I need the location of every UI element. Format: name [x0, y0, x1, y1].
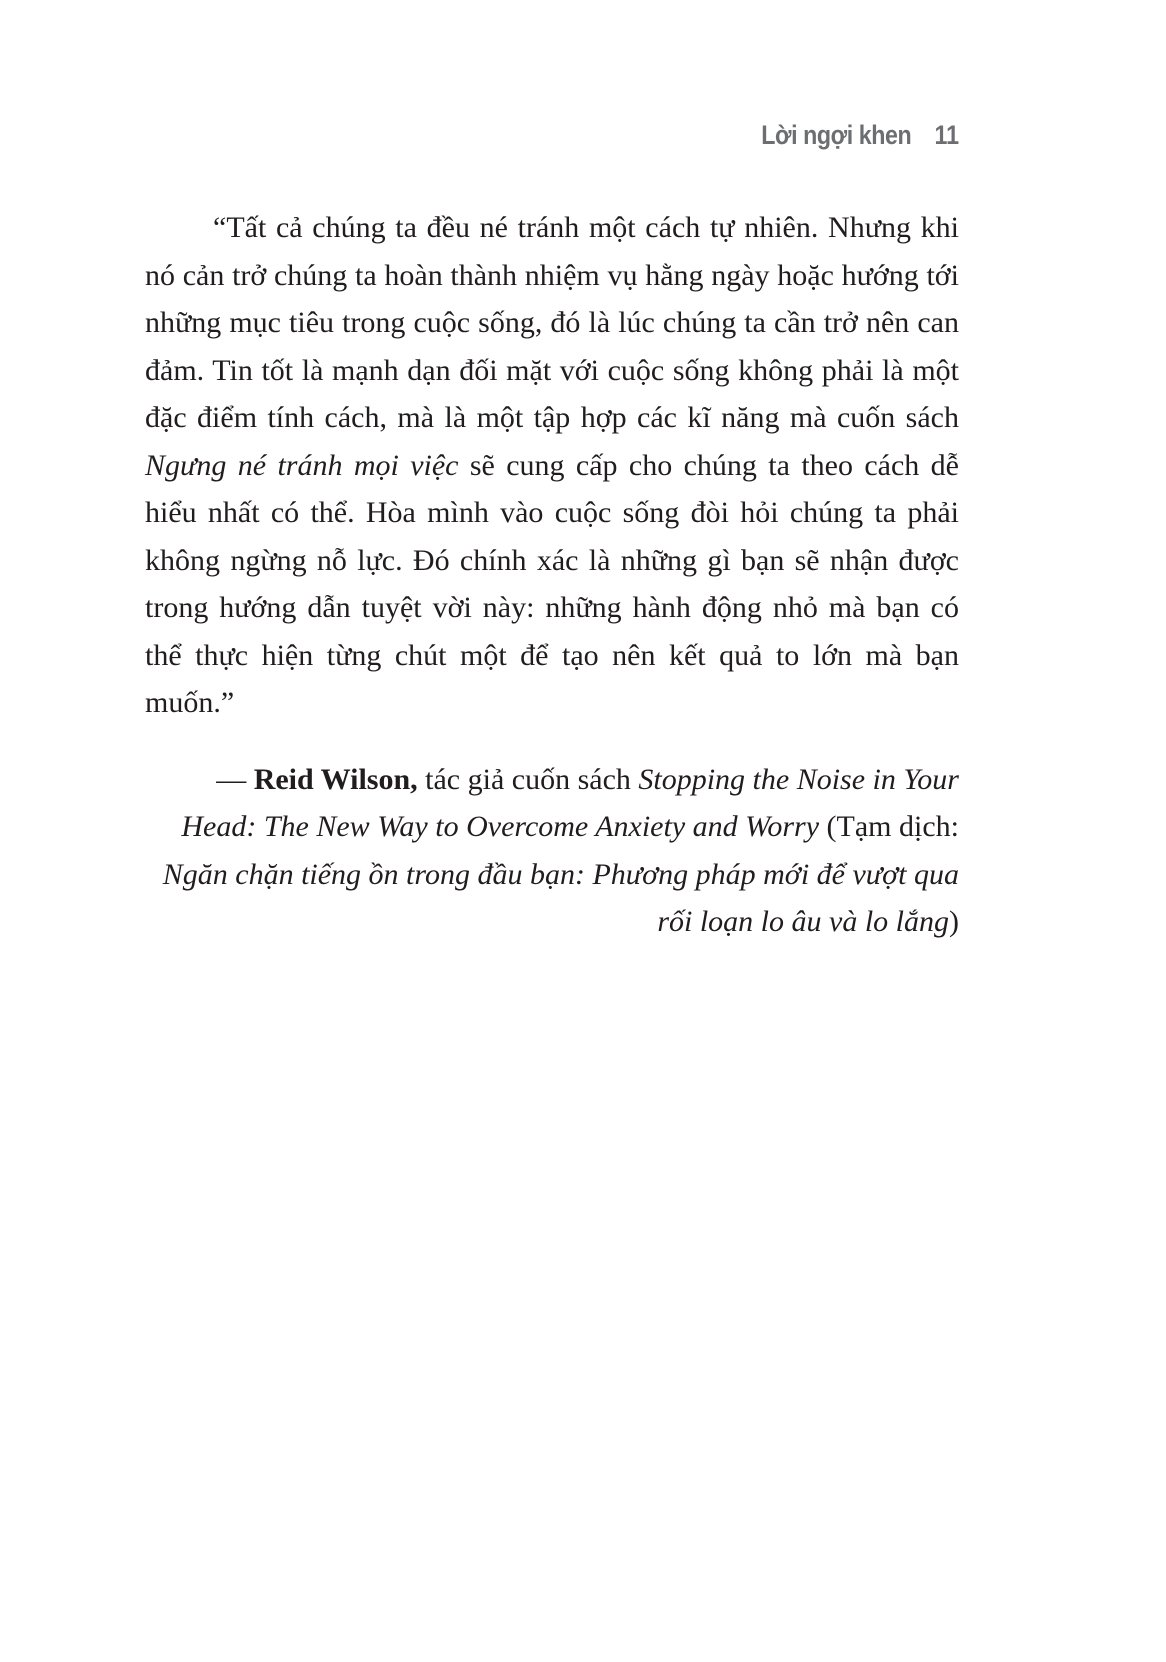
running-head [259, 120, 959, 151]
text-segment: tác giả cuốn sách [417, 762, 639, 796]
page-content-column [145, 0, 959, 946]
page-number: 11 [934, 120, 959, 150]
quote-attribution [145, 756, 959, 946]
running-head-title: Lời ngợi khen [761, 120, 912, 150]
text-segment: Stopping the Noise in Your Head: The New Way to Overcome Anxiety and Worry [181, 762, 959, 843]
text-segment: Reid Wilson, [253, 762, 418, 796]
testimonial-quote-paragraph [145, 204, 959, 727]
text-segment: Ngăn chặn tiếng ồn trong đầu bạn: Phương pháp mới để vượt qua rối loạn lo âu và lo lắng [162, 857, 959, 938]
text-segment: Ngưng né tránh mọi việc [145, 448, 459, 482]
text-segment: ) [949, 905, 959, 938]
text-segment: sẽ cung cấp cho chúng ta theo cách dễ hiểu nhất có thể. Hòa mình vào cuộc sống đòi hỏi chúng ta phải không ngừng nỗ lực. Đó chính xác là những gì bạn sẽ nhận được trong hướng dẫn tuyệt vời này: những hành động nhỏ mà bạn có thể thực hiện từng chút một để tạo nên kết quả to lớn mà bạn muốn.” [145, 448, 959, 719]
text-segment: (Tạm dịch: [819, 810, 959, 843]
text-segment: — [216, 762, 254, 796]
text-segment: “Tất cả chúng ta đều né tránh một cách tự nhiên. Nhưng khi nó cản trở chúng ta hoàn thành nhiệm vụ hằng ngày hoặc hướng tới những mục tiêu trong cuộc sống, đó là lúc chúng ta cần trở nên can đảm. Tin tốt là mạnh dạn đối mặt với cuộc sống không phải là một đặc điểm tính cách, mà là một tập hợp các kĩ năng mà cuốn sách [145, 211, 959, 434]
